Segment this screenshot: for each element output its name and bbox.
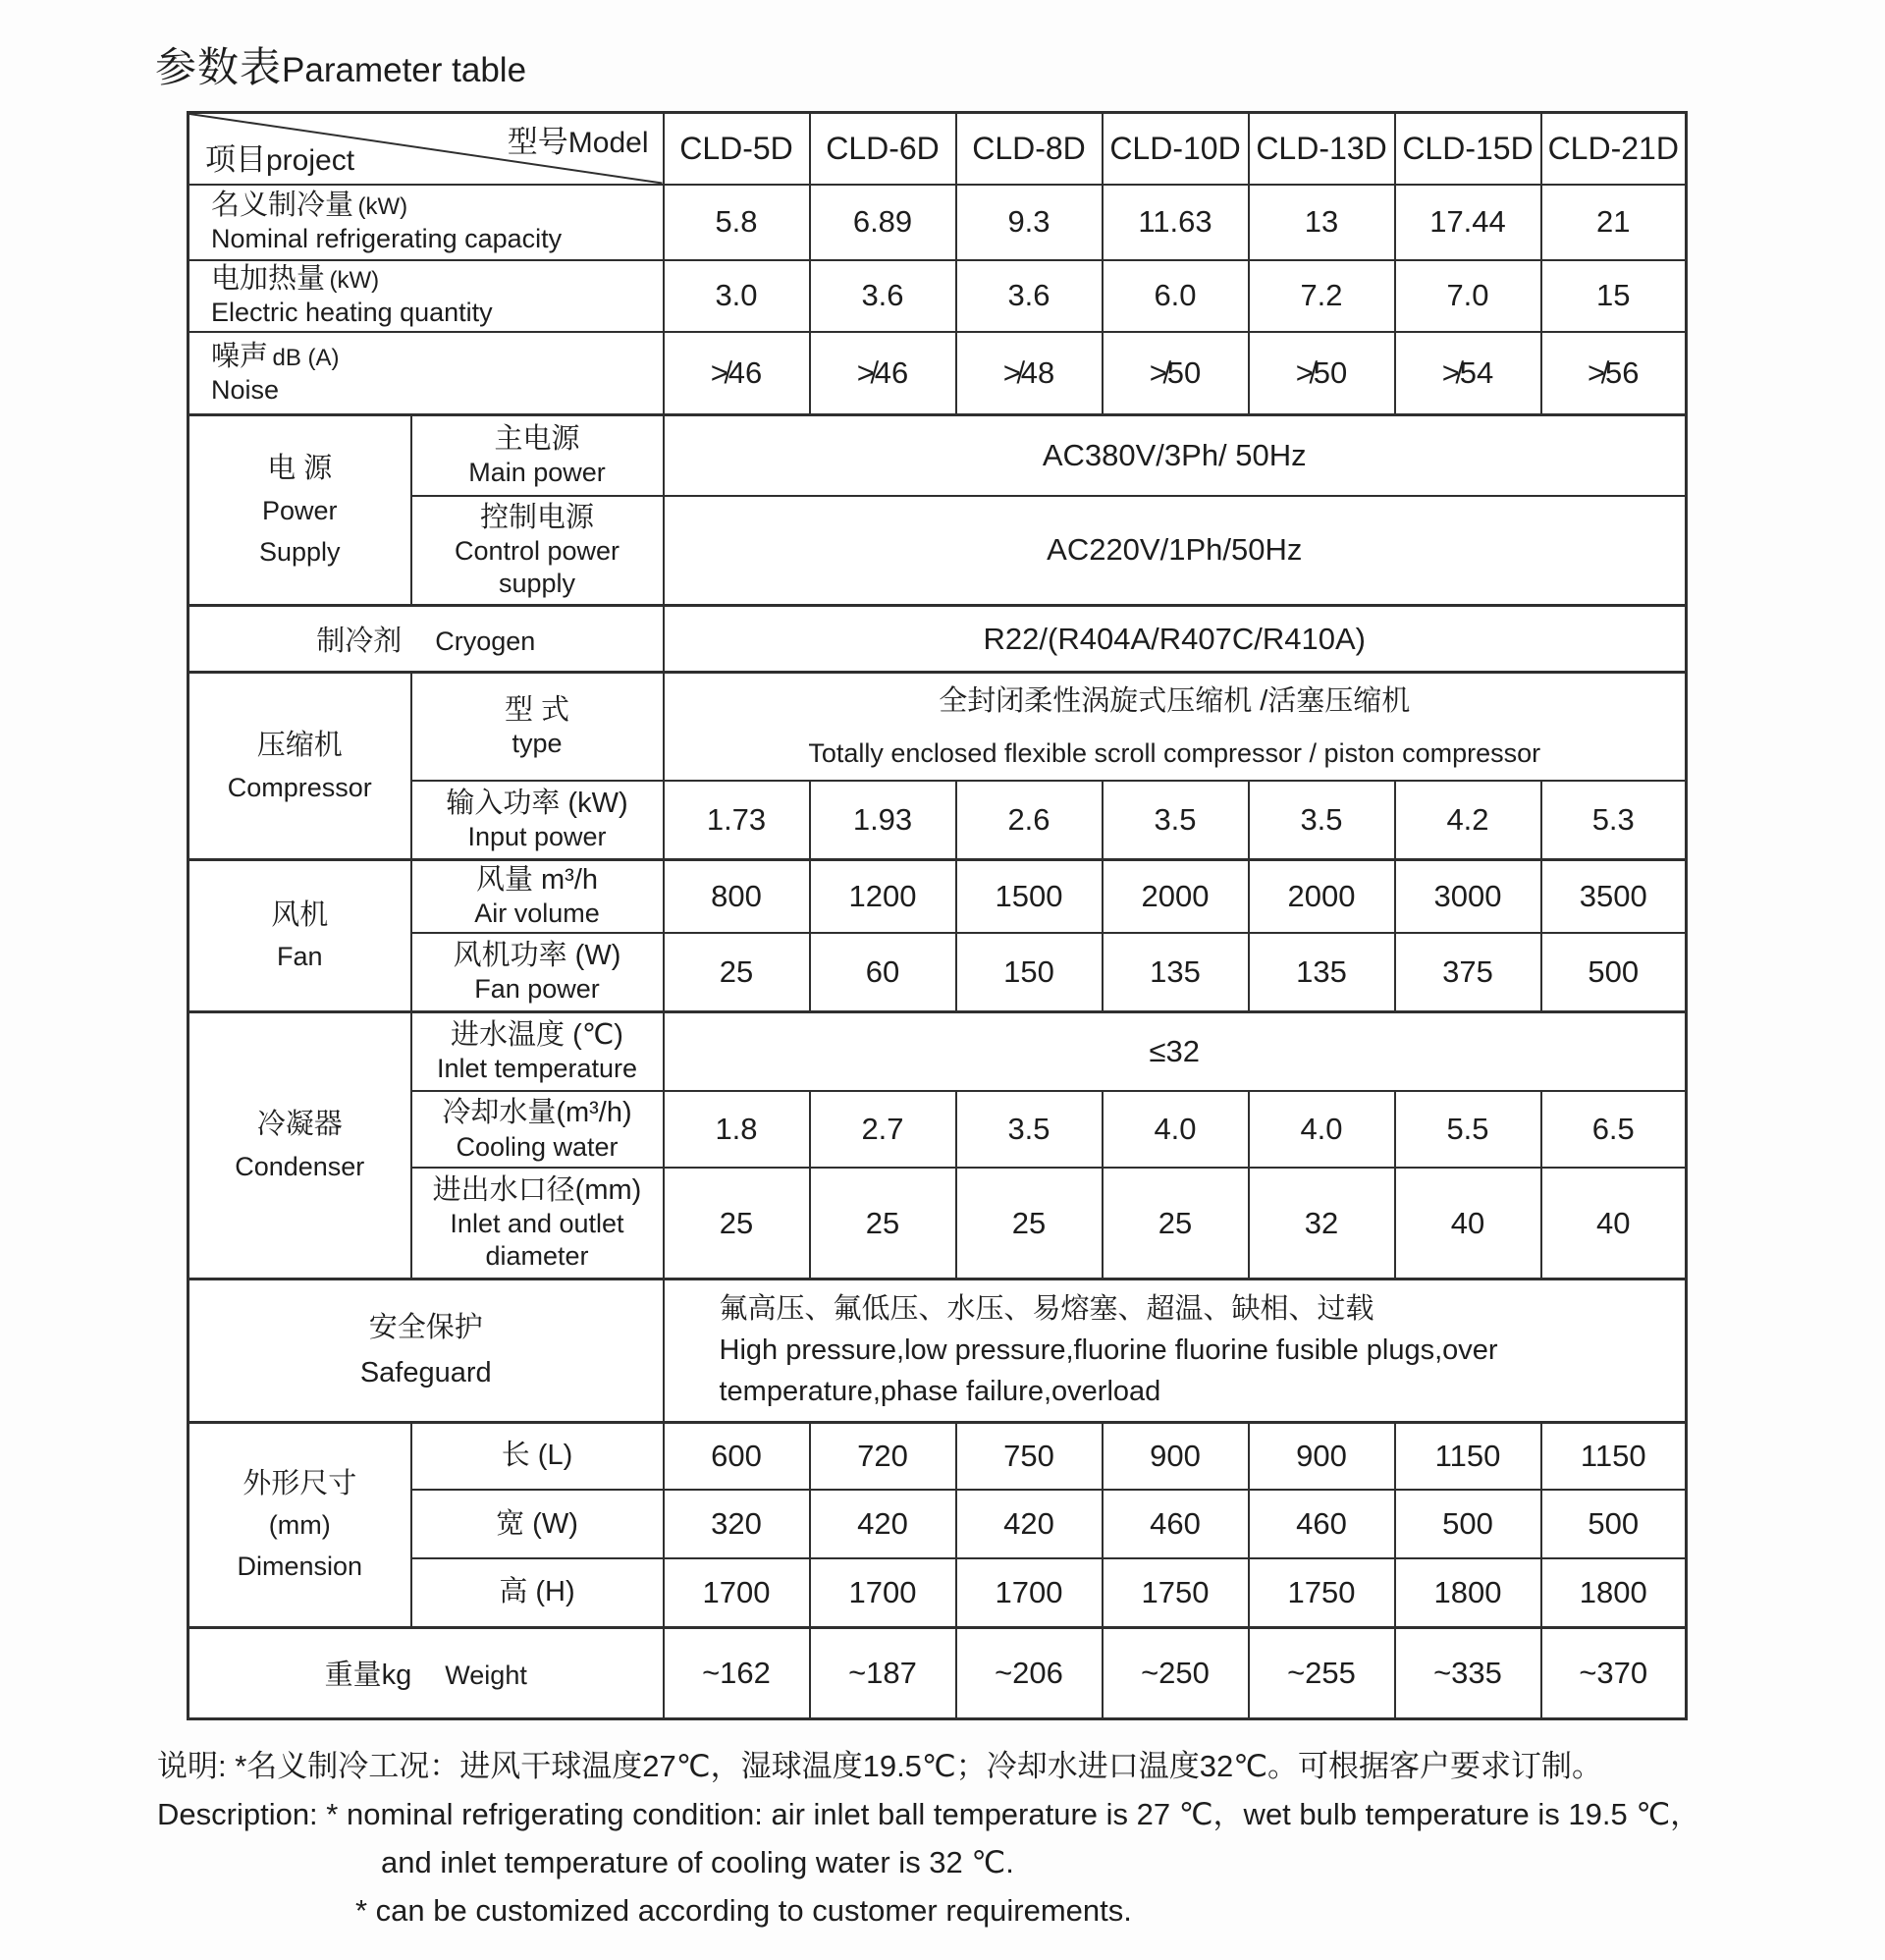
control-power-value: AC220V/1Ph/50Hz: [664, 496, 1687, 606]
model-header-cell: CLD-13D: [1249, 113, 1395, 185]
electric-heating-label-cell: [188, 260, 664, 332]
safeguard-value-en1: High pressure,low pressure,fluorine fluorine fusible plugs,over: [719, 1334, 1498, 1367]
control-power-en: Control power supply: [454, 536, 620, 598]
noise-row: [188, 332, 1687, 415]
value-cell: 25: [1103, 1168, 1249, 1279]
value-cell: 1150: [1395, 1422, 1541, 1490]
weight-row: [188, 1627, 1687, 1718]
diameter-zh: 进出水口径(mm): [432, 1173, 642, 1206]
noise-label-cell: [188, 332, 664, 415]
value-cell: 135: [1249, 933, 1395, 1011]
compressor-type-value: [664, 673, 1687, 781]
weight-zh: 重量kg: [324, 1660, 412, 1692]
value-cell: 420: [956, 1490, 1103, 1558]
power-group-en2: Supply: [258, 536, 341, 567]
cryogen-label-cell: [188, 606, 664, 673]
condenser-group-zh: 冷凝器: [256, 1108, 343, 1140]
value-cell: 420: [810, 1490, 956, 1558]
value-cell: 1.8: [664, 1091, 810, 1168]
heating-unit: (kW): [329, 267, 380, 294]
value-cell: ≯46: [664, 332, 810, 415]
fan-power-row: [188, 933, 1687, 1011]
page-title-zh: 参数表: [155, 44, 283, 90]
weight-en: Weight: [445, 1661, 527, 1691]
diameter-label-cell: [411, 1168, 664, 1279]
main-power-row: [188, 415, 1687, 496]
value-cell: ~187: [810, 1627, 956, 1718]
heating-label-en: Electric heating quantity: [211, 298, 493, 328]
compressor-group-zh: 压缩机: [256, 729, 343, 761]
safeguard-row: [188, 1279, 1687, 1422]
value-cell: 25: [810, 1168, 956, 1279]
value-cell: 3.0: [664, 260, 810, 332]
value-cell: 1700: [956, 1558, 1103, 1627]
cryogen-zh: 制冷剂: [316, 626, 403, 657]
type-en: type: [512, 728, 563, 758]
cryogen-en: Cryogen: [435, 626, 536, 656]
diameter-row: [188, 1168, 1687, 1279]
project-label-en: project: [266, 143, 355, 177]
inlet-temperature-zh: 进水温度 (℃): [451, 1018, 623, 1051]
value-cell: 1750: [1249, 1558, 1395, 1627]
compressor-type-row: [188, 673, 1687, 781]
value-cell: 1750: [1103, 1558, 1249, 1627]
value-cell: 500: [1395, 1490, 1541, 1558]
value-cell: 40: [1541, 1168, 1687, 1279]
value-cell: 32: [1249, 1168, 1395, 1279]
value-cell: 460: [1103, 1490, 1249, 1558]
model-header-cell: CLD-21D: [1541, 113, 1687, 185]
value-cell: 1800: [1541, 1558, 1687, 1627]
cooling-water-label-cell: [411, 1091, 664, 1168]
noise-unit: dB (A): [272, 344, 340, 371]
page-title: [155, 35, 526, 94]
value-cell: 6.0: [1103, 260, 1249, 332]
value-cell: 17.44: [1395, 185, 1541, 260]
type-value-en: Totally enclosed flexible scroll compressor / piston compressor: [808, 737, 1541, 768]
value-cell: 3.6: [956, 260, 1103, 332]
model-label-en: Model: [567, 127, 649, 159]
fan-group-en: Fan: [276, 942, 323, 972]
value-cell: ≯46: [810, 332, 956, 415]
noise-label-en: Noise: [211, 375, 280, 405]
weight-label-cell: [188, 1627, 664, 1718]
condenser-group-en: Condenser: [235, 1151, 365, 1181]
value-cell: 500: [1541, 933, 1687, 1011]
main-power-zh: 主电源: [494, 422, 580, 455]
value-cell: 25: [664, 933, 810, 1011]
value-cell: 900: [1249, 1422, 1395, 1490]
value-cell: 15: [1541, 260, 1687, 332]
cooling-water-en: Cooling water: [456, 1131, 619, 1162]
safeguard-value-en2: temperature,phase failure,overload: [719, 1376, 1161, 1408]
value-cell: 375: [1395, 933, 1541, 1011]
value-cell: 500: [1541, 1490, 1687, 1558]
value-cell: 7.2: [1249, 260, 1395, 332]
input-power-en: Input power: [467, 821, 607, 851]
header-project-label: [205, 135, 354, 179]
air-volume-row: [188, 860, 1687, 934]
model-header-cell: CLD-8D: [956, 113, 1103, 185]
value-cell: 1700: [810, 1558, 956, 1627]
value-cell: 6.89: [810, 185, 956, 260]
value-cell: 600: [664, 1422, 810, 1490]
main-power-label-cell: [411, 415, 664, 496]
value-cell: ~335: [1395, 1627, 1541, 1718]
value-cell: 460: [1249, 1490, 1395, 1558]
safeguard-label-cell: [188, 1279, 664, 1422]
value-cell: 40: [1395, 1168, 1541, 1279]
value-cell: 1.93: [810, 781, 956, 860]
dimension-group-en: Dimension: [237, 1552, 363, 1582]
inlet-temperature-value: ≤32: [664, 1011, 1687, 1091]
value-cell: 5.3: [1541, 781, 1687, 860]
dimension-group-unit: (mm): [268, 1510, 331, 1541]
value-cell: 4.2: [1395, 781, 1541, 860]
value-cell: 3500: [1541, 860, 1687, 934]
value-cell: ≯54: [1395, 332, 1541, 415]
value-cell: 1700: [664, 1558, 810, 1627]
value-cell: 1150: [1541, 1422, 1687, 1490]
nominal-capacity-row: [188, 185, 1687, 260]
value-cell: 800: [664, 860, 810, 934]
main-power-en: Main power: [468, 457, 606, 487]
value-cell: 6.5: [1541, 1091, 1687, 1168]
model-header-cell: CLD-10D: [1103, 113, 1249, 185]
air-volume-en: Air volume: [474, 898, 600, 929]
value-cell: 1.73: [664, 781, 810, 860]
page-title-en: Parameter table: [282, 51, 527, 89]
value-cell: 4.0: [1249, 1091, 1395, 1168]
value-cell: 135: [1103, 933, 1249, 1011]
input-power-row: [188, 781, 1687, 860]
value-cell: 150: [956, 933, 1103, 1011]
type-value-zh: 全封闭柔性涡旋式压缩机 /活塞压缩机: [939, 684, 1411, 717]
value-cell: 2000: [1103, 860, 1249, 934]
safeguard-value-cell: [664, 1279, 1687, 1422]
width-label-cell: 宽 (W): [411, 1490, 664, 1558]
value-cell: ~162: [664, 1627, 810, 1718]
value-cell: 3.5: [1249, 781, 1395, 860]
power-group-zh: 电 源: [267, 453, 333, 485]
header-corner-cell: [188, 113, 664, 185]
value-cell: 3000: [1395, 860, 1541, 934]
dimension-height-row: [188, 1558, 1687, 1627]
value-cell: 3.5: [1103, 781, 1249, 860]
cooling-water-row: [188, 1091, 1687, 1168]
parameter-table: [187, 111, 1688, 1720]
condenser-group-cell: [188, 1011, 411, 1279]
dimension-length-row: [188, 1422, 1687, 1490]
control-power-zh: 控制电源: [479, 501, 594, 533]
model-header-cell: CLD-6D: [810, 113, 956, 185]
value-cell: 1800: [1395, 1558, 1541, 1627]
value-cell: 13: [1249, 185, 1395, 260]
fan-power-zh: 风机功率 (W): [453, 939, 621, 971]
compressor-group-en: Compressor: [227, 772, 372, 802]
nominal-capacity-label-cell: [188, 185, 664, 260]
value-cell: 750: [956, 1422, 1103, 1490]
footnote-line-3: and inlet temperature of cooling water is 32 ℃.: [381, 1845, 1014, 1879]
value-cell: 320: [664, 1490, 810, 1558]
value-cell: 5.5: [1395, 1091, 1541, 1168]
value-cell: 5.8: [664, 185, 810, 260]
fan-power-label-cell: [411, 933, 664, 1011]
height-label-cell: 高 (H): [411, 1558, 664, 1627]
value-cell: 21: [1541, 185, 1687, 260]
power-group-en1: Power: [261, 496, 338, 526]
inlet-temperature-label-cell: [411, 1011, 664, 1091]
value-cell: 60: [810, 933, 956, 1011]
value-cell: 900: [1103, 1422, 1249, 1490]
dimension-group-cell: [188, 1422, 411, 1627]
electric-heating-row: [188, 260, 1687, 332]
value-cell: ≯56: [1541, 332, 1687, 415]
footnote-line-2: Description: * nominal refrigerating condition: air inlet ball temperature is 27 ℃，wet bulb temperature is 19.5 ℃，: [157, 1797, 1701, 1831]
type-zh: 型 式: [504, 693, 570, 726]
input-power-zh: 输入功率 (kW): [446, 787, 628, 819]
control-power-label-cell: [411, 496, 664, 606]
value-cell: ~370: [1541, 1627, 1687, 1718]
value-cell: ~250: [1103, 1627, 1249, 1718]
cryogen-row: [188, 606, 1687, 673]
value-cell: ≯50: [1103, 332, 1249, 415]
value-cell: 1500: [956, 860, 1103, 934]
air-volume-label-cell: [411, 860, 664, 934]
footnote-line-4: * can be customized according to customer requirements.: [355, 1893, 1132, 1928]
nominal-label-zh: 名义制冷量: [211, 190, 354, 221]
value-cell: ~255: [1249, 1627, 1395, 1718]
value-cell: 11.63: [1103, 185, 1249, 260]
air-volume-zh: 风量 m³/h: [475, 864, 599, 896]
value-cell: 25: [956, 1168, 1103, 1279]
value-cell: 25: [664, 1168, 810, 1279]
value-cell: 2000: [1249, 860, 1395, 934]
header-model-label: [508, 117, 649, 161]
model-label-zh: 型号: [507, 125, 568, 159]
dimension-group-zh: 外形尺寸: [242, 1467, 357, 1499]
nominal-label-en: Nominal refrigerating capacity: [211, 224, 563, 254]
noise-label-zh: 噪声: [211, 340, 269, 372]
value-cell: 720: [810, 1422, 956, 1490]
main-power-value: AC380V/3Ph/ 50Hz: [664, 415, 1687, 496]
cryogen-value: R22/(R404A/R407C/R410A): [664, 606, 1687, 673]
safeguard-value-zh: 氟高压、氟低压、水压、易熔塞、超温、缺相、过载: [719, 1293, 1374, 1326]
value-cell: 2.6: [956, 781, 1103, 860]
project-label-zh: 项目: [205, 141, 266, 177]
length-label-cell: 长 (L): [411, 1422, 664, 1490]
fan-group-zh: 风机: [271, 898, 329, 931]
heating-label-zh: 电加热量: [211, 263, 326, 295]
value-cell: 9.3: [956, 185, 1103, 260]
power-supply-group-cell: [188, 415, 411, 606]
fan-power-en: Fan power: [474, 974, 600, 1005]
compressor-type-label-cell: [411, 673, 664, 781]
cooling-water-zh: 冷却水量(m³/h): [442, 1097, 632, 1129]
diameter-en1: Inlet and outlet: [450, 1209, 624, 1239]
value-cell: ≯48: [956, 332, 1103, 415]
model-header-cell: CLD-15D: [1395, 113, 1541, 185]
value-cell: 3.5: [956, 1091, 1103, 1168]
footnotes: [157, 1742, 1700, 1934]
value-cell: 1200: [810, 860, 956, 934]
footnote-line-1: 说明: *名义制冷工况：进风干球温度27℃，湿球温度19.5℃；冷却水进口温度32℃。可根据客户要求订制。: [157, 1749, 1603, 1783]
value-cell: 2.7: [810, 1091, 956, 1168]
control-power-row: [188, 496, 1687, 606]
fan-group-cell: [188, 860, 411, 1012]
compressor-group-cell: [188, 673, 411, 860]
header-row: [188, 113, 1687, 185]
dimension-width-row: [188, 1490, 1687, 1558]
safeguard-en: Safeguard: [359, 1357, 492, 1389]
model-header-cell: CLD-5D: [664, 113, 810, 185]
value-cell: 4.0: [1103, 1091, 1249, 1168]
value-cell: 3.6: [810, 260, 956, 332]
value-cell: ~206: [956, 1627, 1103, 1718]
safeguard-zh: 安全保护: [368, 1311, 483, 1343]
nominal-unit: (kW): [357, 193, 408, 220]
value-cell: 7.0: [1395, 260, 1541, 332]
inlet-temperature-row: [188, 1011, 1687, 1091]
inlet-temperature-en: Inlet temperature: [436, 1054, 638, 1084]
diameter-en2: diameter: [485, 1241, 589, 1272]
value-cell: ≯50: [1249, 332, 1395, 415]
input-power-label-cell: [411, 781, 664, 860]
